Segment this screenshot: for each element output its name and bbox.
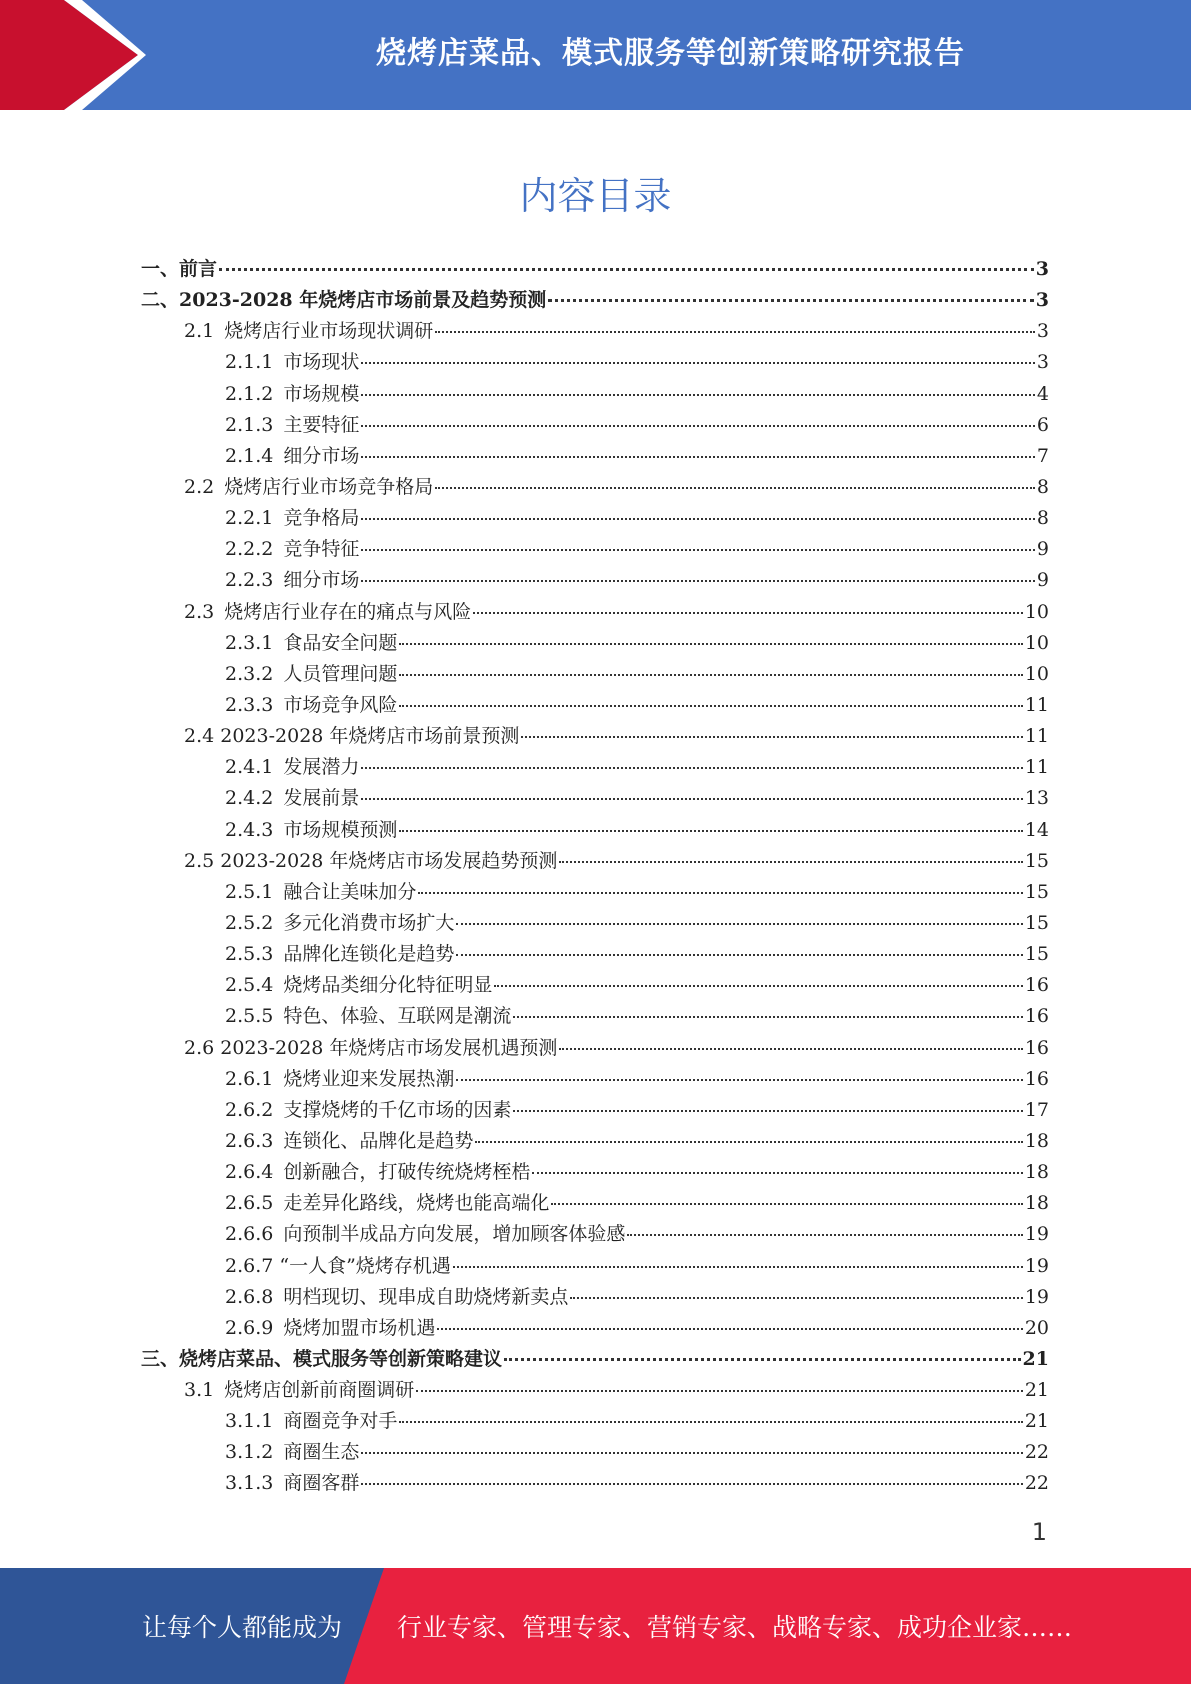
toc-entry-label xyxy=(184,846,557,877)
toc-entry-page: 15 xyxy=(1024,911,1049,934)
toc-entry-text: 融合让美味加分 xyxy=(283,880,417,903)
toc-entry-text: 支撑烧烤的千亿市场的因素 xyxy=(283,1098,512,1121)
toc-dot-leader xyxy=(435,331,1035,333)
toc-entry[interactable] xyxy=(141,1344,1049,1375)
toc-entry-number: 2.1.1 xyxy=(225,351,274,374)
toc-entry-number: 2.6.4 xyxy=(225,1161,274,1184)
toc-entry-label xyxy=(225,1313,435,1344)
toc-entry-page: 8 xyxy=(1036,475,1049,498)
toc-entry-label xyxy=(225,565,359,596)
toc-entry[interactable] xyxy=(141,1375,1049,1406)
toc-entry-number: 2.5.1 xyxy=(225,880,274,903)
toc-entry-page: 21 xyxy=(1024,1410,1049,1433)
toc-entry[interactable] xyxy=(141,1437,1049,1468)
toc-entry[interactable] xyxy=(141,690,1049,721)
toc-entry-page: 6 xyxy=(1036,413,1049,436)
toc-entry-label xyxy=(225,410,359,441)
toc-entry-text: 烧烤业迎来发展热潮 xyxy=(283,1067,455,1090)
toc-entry-text: 品牌化连锁化是趋势 xyxy=(283,943,455,966)
toc-entry-text: 竞争格局 xyxy=(283,507,360,530)
toc-entry-label xyxy=(225,877,416,908)
toc-entry-number: 2.6.3 xyxy=(225,1129,274,1152)
toc-entry[interactable] xyxy=(141,472,1049,503)
toc-entry-label xyxy=(225,1157,530,1188)
toc-entry-number: 2.3.2 xyxy=(225,662,274,685)
toc-entry-text: 三、烧烤店菜品、模式服务等创新策略建议 xyxy=(141,1347,503,1370)
toc-dot-leader xyxy=(418,892,1022,894)
toc-dot-leader xyxy=(456,1079,1022,1081)
toc-entry-number: 2.6.8 xyxy=(225,1285,274,1308)
toc-entry-number: 3.1.3 xyxy=(225,1472,274,1495)
toc-entry-page: 3 xyxy=(1036,320,1049,343)
toc-entry-label xyxy=(141,1344,502,1375)
toc-entry[interactable] xyxy=(141,1126,1049,1157)
toc-entry[interactable] xyxy=(141,1313,1049,1344)
toc-entry-text: 二、2023-2028 年烧烤店市场前景及趋势预测 xyxy=(141,289,547,312)
toc-entry[interactable] xyxy=(141,659,1049,690)
toc-entry-text: 发展前景 xyxy=(283,787,360,810)
toc-entry-page: 20 xyxy=(1024,1316,1049,1339)
toc-entry-text: 多元化消费市场扩大 xyxy=(283,911,455,934)
toc-entry[interactable] xyxy=(141,534,1049,565)
toc-entry-number: 2.1.4 xyxy=(225,444,274,467)
toc-entry-label xyxy=(225,1219,625,1250)
toc-dot-leader xyxy=(361,425,1035,427)
toc-dot-leader xyxy=(570,1297,1022,1299)
toc-entry-label xyxy=(225,1095,511,1126)
toc-entry-label xyxy=(184,1033,557,1064)
toc-entry-text: 商圈客群 xyxy=(283,1472,360,1495)
toc-dot-leader xyxy=(532,1172,1022,1174)
toc-entry-page: 11 xyxy=(1024,693,1049,716)
toc-entry-number: 2.5.3 xyxy=(225,943,274,966)
toc-entry-number: 3.1.2 xyxy=(225,1441,274,1464)
toc-entry-number: 2.2 xyxy=(184,475,215,498)
toc-entry-text: 创新融合，打破传统烧烤桎梏 xyxy=(283,1161,531,1184)
toc-entry-page: 8 xyxy=(1036,507,1049,530)
toc-entry-label xyxy=(225,1406,397,1437)
toc-entry-text: 烧烤店行业存在的痛点与风险 xyxy=(224,600,472,623)
page-footer xyxy=(0,1568,1191,1684)
toc-entry-label xyxy=(225,1251,451,1282)
toc-dot-leader xyxy=(399,1421,1022,1423)
toc-dot-leader xyxy=(504,1358,1021,1361)
toc-dot-leader xyxy=(361,362,1035,364)
report-title: 烧烤店菜品、模式服务等创新策略研究报告 xyxy=(376,36,965,71)
toc-entry-text: 向预制半成品方向发展，增加顾客体验感 xyxy=(283,1223,626,1246)
toc-entry[interactable] xyxy=(141,1468,1049,1499)
toc-dot-leader xyxy=(416,1390,1023,1392)
toc-entry-label xyxy=(225,503,359,534)
toc-entry-label xyxy=(184,721,519,752)
toc-entry[interactable] xyxy=(141,379,1049,410)
toc-entry-label xyxy=(225,970,492,1001)
toc-entry-label xyxy=(225,1001,511,1032)
toc-entry-number: 2.1.3 xyxy=(225,413,274,436)
toc-entry-page: 13 xyxy=(1024,787,1049,810)
toc-entry-text: 烧烤加盟市场机遇 xyxy=(283,1316,436,1339)
toc-entry[interactable] xyxy=(141,1064,1049,1095)
footer-slogan-right: 行业专家、管理专家、营销专家、战略专家、成功企业家…… xyxy=(397,1613,1073,1642)
toc-entry[interactable] xyxy=(141,721,1049,752)
toc-dot-leader xyxy=(456,923,1022,925)
toc-entry-number: 2.3 xyxy=(184,600,215,623)
toc-entry-number: 2.4.1 xyxy=(225,756,274,779)
toc-entry[interactable] xyxy=(141,1095,1049,1126)
toc-entry-page: 16 xyxy=(1024,1005,1049,1028)
toc-entry-label xyxy=(225,783,359,814)
toc-dot-leader xyxy=(456,954,1022,956)
toc-entry-text: 2.4 2023-2028 年烧烤店市场前景预测 xyxy=(184,725,520,748)
toc-entry-number: 2.5.2 xyxy=(225,911,274,934)
toc-entry-text: 市场规模预测 xyxy=(283,818,398,841)
toc-entry-number: 2.2.3 xyxy=(225,569,274,592)
toc-entry-label xyxy=(225,939,454,970)
toc-entry[interactable] xyxy=(141,410,1049,441)
toc-entry-page: 3 xyxy=(1035,289,1049,312)
toc-entry-label xyxy=(225,908,454,939)
toc-entry-page: 18 xyxy=(1024,1161,1049,1184)
toc-entry-label xyxy=(184,316,433,347)
toc-dot-leader xyxy=(494,985,1022,987)
toc-entry-number: 2.1.2 xyxy=(225,382,274,405)
toc-entry[interactable] xyxy=(141,877,1049,908)
toc-entry-text: 烧烤店行业市场竞争格局 xyxy=(224,475,434,498)
toc-entry-page: 21 xyxy=(1022,1347,1049,1370)
toc-entry[interactable] xyxy=(141,503,1049,534)
toc-entry-page: 9 xyxy=(1036,569,1049,592)
toc-entry-text: 商圈竞争对手 xyxy=(283,1410,398,1433)
toc-entry-label xyxy=(225,534,359,565)
toc-dot-leader xyxy=(361,1483,1022,1485)
toc-entry-page: 15 xyxy=(1024,943,1049,966)
toc-entry-number: 2.4.2 xyxy=(225,787,274,810)
toc-entry-page: 18 xyxy=(1024,1129,1049,1152)
toc-entry-label xyxy=(225,1468,359,1499)
toc-entry-label xyxy=(184,472,433,503)
toc-entry-page: 15 xyxy=(1024,849,1049,872)
toc-dot-leader xyxy=(361,549,1035,551)
toc-entry-text: 发展潜力 xyxy=(283,756,360,779)
toc-dot-leader xyxy=(361,394,1035,396)
toc-entry-label xyxy=(184,597,471,628)
toc-entry[interactable] xyxy=(141,783,1049,814)
toc-dot-leader xyxy=(361,456,1035,458)
toc-entry-page: 15 xyxy=(1024,880,1049,903)
toc-entry[interactable] xyxy=(141,846,1049,877)
toc-entry-number: 3.1 xyxy=(184,1379,215,1402)
toc-entry-label xyxy=(225,1064,454,1095)
toc-dot-leader xyxy=(399,830,1022,832)
toc-entry-page: 17 xyxy=(1024,1098,1049,1121)
toc-entry-page: 7 xyxy=(1036,444,1049,467)
toc-entry-page: 9 xyxy=(1036,538,1049,561)
toc-entry-page: 19 xyxy=(1024,1254,1049,1277)
toc-entry-text: 烧烤店创新前商圈调研 xyxy=(224,1379,415,1402)
toc-entry-page: 10 xyxy=(1024,662,1049,685)
toc-entry[interactable] xyxy=(141,752,1049,783)
toc-entry-page: 11 xyxy=(1024,756,1049,779)
toc-entry-number: 2.3.1 xyxy=(225,631,274,654)
toc-entry-page: 4 xyxy=(1036,382,1049,405)
toc-dot-leader xyxy=(437,1328,1022,1330)
toc-entry-label xyxy=(225,659,397,690)
toc-dot-leader xyxy=(548,299,1034,302)
toc-entry-page: 22 xyxy=(1024,1441,1049,1464)
toc-entry-page: 19 xyxy=(1024,1285,1049,1308)
toc-entry[interactable] xyxy=(141,1282,1049,1313)
toc-entry[interactable] xyxy=(141,1406,1049,1437)
toc-entry[interactable] xyxy=(141,939,1049,970)
toc-entry-text: 竞争特征 xyxy=(283,538,360,561)
toc-dot-leader xyxy=(627,1234,1022,1236)
toc-dot-leader xyxy=(361,1452,1022,1454)
toc-dot-leader xyxy=(219,268,1034,271)
toc-entry[interactable] xyxy=(141,1033,1049,1064)
toc-entry-text: 细分市场 xyxy=(283,444,360,467)
toc-entry-page: 16 xyxy=(1024,1036,1049,1059)
toc-entry-page: 19 xyxy=(1024,1223,1049,1246)
toc-dot-leader xyxy=(513,1016,1022,1018)
toc-entry[interactable] xyxy=(141,285,1049,316)
toc-entry-text: 明档现切、现串成自助烧烤新卖点 xyxy=(283,1285,569,1308)
toc-entry-page: 11 xyxy=(1024,725,1049,748)
toc-entry-label xyxy=(225,1282,568,1313)
toc-entry[interactable] xyxy=(141,347,1049,378)
toc-entry[interactable] xyxy=(141,1188,1049,1219)
toc-dot-leader xyxy=(399,705,1022,707)
toc-entry-label xyxy=(225,690,397,721)
toc-entry-text: 特色、体验、互联网是潮流 xyxy=(283,1005,512,1028)
toc-dot-leader xyxy=(559,861,1022,863)
toc-dot-leader xyxy=(453,1266,1023,1268)
toc-entry-page: 16 xyxy=(1024,1067,1049,1090)
toc-dot-leader xyxy=(399,643,1022,645)
toc-entry-page: 3 xyxy=(1035,258,1049,280)
toc-entry-number: 2.6.2 xyxy=(225,1098,274,1121)
toc-entry[interactable] xyxy=(141,565,1049,596)
toc-entry-label xyxy=(225,347,359,378)
toc-entry-text: 连锁化、品牌化是趋势 xyxy=(283,1129,474,1152)
toc-entry-text: 市场现状 xyxy=(283,351,360,374)
toc-entry[interactable] xyxy=(141,970,1049,1001)
toc-entry-page: 3 xyxy=(1036,351,1049,374)
header-arrow-decoration xyxy=(0,0,160,110)
toc-heading: 内容目录 xyxy=(519,174,672,218)
toc-entry-number: 2.6.6 xyxy=(225,1223,274,1246)
toc-entry-number: 2.5.5 xyxy=(225,1005,274,1028)
toc-entry-page: 16 xyxy=(1024,974,1049,997)
toc-entry-number: 2.4.3 xyxy=(225,818,274,841)
toc-entry-text: 走差异化路线，烧烤也能高端化 xyxy=(283,1192,550,1215)
footer-slogan-left: 让每个人都能成为 xyxy=(142,1613,343,1642)
toc-entry[interactable] xyxy=(141,815,1049,846)
toc-dot-leader xyxy=(513,1110,1022,1112)
toc-entry[interactable] xyxy=(141,316,1049,347)
toc-entry-page: 10 xyxy=(1024,600,1049,623)
toc-entry-label xyxy=(225,628,397,659)
toc-dot-leader xyxy=(361,798,1022,800)
toc-entry-label xyxy=(225,1188,549,1219)
toc-entry-number: 2.6.9 xyxy=(225,1316,274,1339)
toc-entry[interactable] xyxy=(141,628,1049,659)
toc-entry-number: 2.6.5 xyxy=(225,1192,274,1215)
toc-entry-text: 食品安全问题 xyxy=(283,631,398,654)
toc-entry[interactable] xyxy=(141,597,1049,628)
toc-dot-leader xyxy=(473,612,1023,614)
toc-entry-text: 市场竞争风险 xyxy=(283,693,398,716)
toc-entry-text: 人员管理问题 xyxy=(283,662,398,685)
toc-entry-text: 2.6 2023-2028 年烧烤店市场发展机遇预测 xyxy=(184,1036,558,1059)
toc-entry-page: 22 xyxy=(1024,1472,1049,1495)
toc-entry-number: 2.3.3 xyxy=(225,693,274,716)
table-of-contents xyxy=(141,254,1049,1500)
page-header xyxy=(0,0,1191,110)
toc-entry[interactable] xyxy=(141,441,1049,472)
toc-dot-leader xyxy=(361,580,1035,582)
toc-entry-number: 2.6.1 xyxy=(225,1067,274,1090)
toc-dot-leader xyxy=(521,736,1022,738)
toc-entry-text: 一、前言 xyxy=(141,258,218,280)
toc-entry-label xyxy=(141,285,546,316)
toc-entry-label xyxy=(225,379,359,410)
toc-entry-text: 烧烤品类细分化特征明显 xyxy=(283,974,493,997)
toc-entry-label xyxy=(184,1375,414,1406)
toc-entry-text: 2.5 2023-2028 年烧烤店市场发展趋势预测 xyxy=(184,849,558,872)
toc-dot-leader xyxy=(559,1048,1022,1050)
toc-entry-number: 2.2.1 xyxy=(225,507,274,530)
toc-entry-label xyxy=(225,441,359,472)
toc-dot-leader xyxy=(475,1141,1022,1143)
toc-entry-label xyxy=(225,1126,473,1157)
page-number: 1 xyxy=(1031,1518,1047,1546)
toc-entry-text: 烧烤店行业市场现状调研 xyxy=(224,320,434,343)
toc-entry[interactable] xyxy=(141,1157,1049,1188)
toc-entry-number: 2.5.4 xyxy=(225,974,274,997)
toc-entry-text: 2.6.7 “一人食”烧烤存机遇 xyxy=(225,1254,451,1277)
toc-entry-label xyxy=(225,1437,359,1468)
toc-dot-leader xyxy=(361,518,1035,520)
toc-entry[interactable] xyxy=(141,254,1049,285)
toc-entry-page: 10 xyxy=(1024,631,1049,654)
toc-entry-page: 14 xyxy=(1024,818,1049,841)
toc-dot-leader xyxy=(551,1203,1022,1205)
toc-entry-text: 主要特征 xyxy=(283,413,360,436)
toc-entry-text: 细分市场 xyxy=(283,569,360,592)
toc-entry[interactable] xyxy=(141,1219,1049,1250)
toc-entry-text: 市场规模 xyxy=(283,382,360,405)
toc-dot-leader xyxy=(361,767,1022,769)
toc-entry-page: 18 xyxy=(1024,1192,1049,1215)
toc-entry-number: 2.1 xyxy=(184,320,215,343)
toc-entry-number: 2.2.2 xyxy=(225,538,274,561)
toc-entry-text: 商圈生态 xyxy=(283,1441,360,1464)
toc-entry-label xyxy=(225,752,359,783)
toc-entry-label xyxy=(225,815,397,846)
toc-dot-leader xyxy=(435,487,1035,489)
toc-entry-page: 21 xyxy=(1024,1379,1049,1402)
toc-entry-number: 3.1.1 xyxy=(225,1410,274,1433)
toc-entry[interactable] xyxy=(141,908,1049,939)
toc-dot-leader xyxy=(399,674,1022,676)
toc-entry-label xyxy=(141,254,217,285)
toc-entry[interactable] xyxy=(141,1001,1049,1032)
toc-entry[interactable] xyxy=(141,1251,1049,1282)
